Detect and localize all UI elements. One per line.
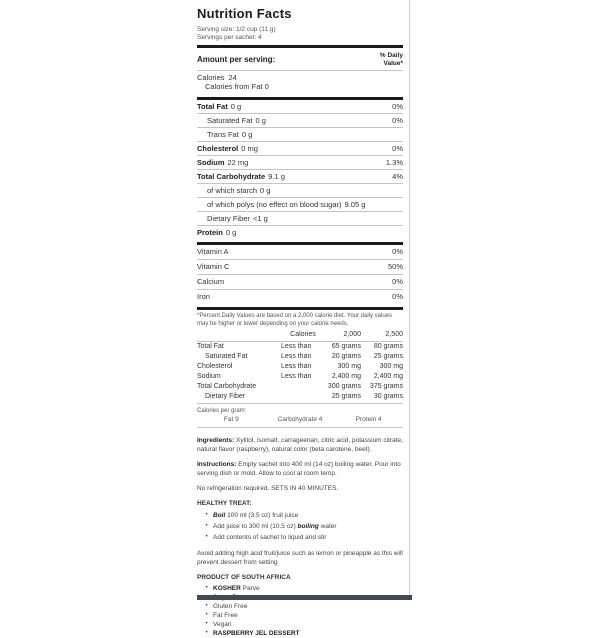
reference-table-header-cell: Calories (290, 331, 316, 338)
nutrient-row (197, 184, 403, 198)
reference-table-header-cell: 2,500 (385, 331, 403, 338)
vitamin-row (197, 260, 403, 275)
calories-block (197, 71, 403, 94)
reference-row-qualifier: Less than (281, 343, 312, 350)
vitamin-daily-value: 0% (392, 277, 403, 286)
vitamin-name: Calcium (197, 277, 225, 286)
product-feature-list (197, 584, 403, 638)
reference-table-header-blank (197, 331, 281, 339)
nutrient-name: Protein (197, 227, 223, 237)
vitamin-rows (197, 245, 403, 304)
reference-row-2000: 65 grams (331, 343, 361, 350)
bullet-text (213, 584, 260, 593)
calories-label: Calories (197, 73, 225, 82)
bullet-icon: • (205, 534, 208, 540)
nutrient-daily-value: 1.3% (385, 157, 403, 167)
content-right-border (409, 0, 410, 600)
bullet-text (213, 510, 298, 521)
label-title: Nutrition Facts (197, 6, 292, 21)
reference-row-2500: 300 mg (379, 363, 403, 370)
servings-per-sachet-text: Servings per sachet: 4 (197, 34, 262, 41)
nutrient-amount: 22 mg (227, 157, 249, 167)
reference-table-row (197, 352, 403, 362)
reference-row-2000: 25 grams (331, 393, 361, 400)
reference-row-2000: 300 mg (337, 363, 361, 370)
reference-row-qualifier: Less than (281, 353, 312, 360)
text-segment: Vegan (213, 621, 232, 628)
nutrient-name-amount (207, 215, 268, 223)
text-segment: boiling (297, 523, 319, 530)
calories-per-gram-label: Calories per gram: (197, 408, 247, 414)
text-segment: Instructions: (197, 461, 237, 468)
nutrient-daily-value: 0% (392, 115, 403, 125)
warning-text: Avoid adding high acid fruit/juice such as lemon or pineapple as this will prevent dessert from setting (197, 550, 403, 566)
amount-per-serving-label: Amount per serving: (197, 55, 276, 64)
nutrient-name-amount (207, 201, 365, 209)
text-segment: Parve (240, 585, 260, 592)
vitamin-daily-value: 0% (392, 247, 403, 256)
calories-per-gram-value: Carbohydrate 4 (277, 416, 323, 423)
reference-table-header (197, 330, 403, 342)
vitamin-daily-value: 0% (392, 292, 403, 301)
reference-row-name: Total Fat (197, 343, 224, 350)
bullet-item (197, 629, 403, 638)
ingredients-text (197, 436, 403, 454)
nutrient-row (197, 142, 403, 156)
vitamin-row (197, 245, 403, 260)
text-segment: Fat Free (213, 612, 238, 619)
nutrient-amount: 0 g (260, 185, 271, 195)
nutrient-amount: 0 g (225, 227, 237, 237)
bullet-text (213, 602, 247, 611)
nutrient-name: of which starch (207, 185, 258, 195)
calories-value: 24 (228, 73, 237, 82)
calories-per-gram-value: Protein 4 (355, 416, 382, 423)
nutrient-daily-value: 0% (392, 101, 403, 111)
setting-note: No refrigeration required. SETS IN 40 MINUTES. (197, 485, 339, 492)
reference-table-row (197, 382, 403, 392)
nutrient-row (197, 114, 403, 128)
daily-value-header: % Daily Value* (379, 52, 403, 67)
nutrient-row (197, 170, 403, 184)
bullet-text (213, 629, 300, 638)
bullet-text (213, 611, 238, 620)
bullet-icon: • (205, 603, 208, 609)
vitamin-row (197, 290, 403, 304)
serving-size-text: Serving size: 1/2 cup (11 g) (197, 26, 276, 33)
reference-row-2000: 2,400 mg (331, 373, 361, 380)
nutrient-name: of which polys (no effect on blood sugar) (207, 199, 342, 209)
text-segment: Ingredients: (197, 437, 235, 444)
bullet-item (197, 602, 403, 611)
nutrient-name-amount (207, 187, 270, 195)
nutrient-name: Sodium (197, 157, 225, 167)
nutrient-row (197, 128, 403, 142)
nutrient-amount: <1 g (252, 213, 268, 223)
bullet-icon: • (205, 585, 208, 591)
reference-table-row (197, 342, 403, 352)
bullet-icon: • (205, 512, 208, 518)
bullet-item (197, 510, 403, 521)
nutrient-rows (197, 100, 403, 239)
reference-row-qualifier: Less than (281, 373, 312, 380)
nutrient-name-amount (197, 145, 258, 153)
nutrient-name: Total Fat (197, 101, 228, 111)
reference-row-name: Cholesterol (197, 363, 233, 370)
nutrient-amount: 9.1 g (268, 171, 285, 181)
origin-heading: PRODUCT OF SOUTH AFRICA (197, 574, 291, 581)
reference-row-2000: 300 grams (327, 383, 361, 390)
vitamin-daily-value: 50% (387, 262, 403, 271)
nutrient-row (197, 198, 403, 212)
text-segment: Boil (213, 512, 226, 519)
bottom-section-bar (197, 595, 412, 600)
nutrient-amount: 0 g (230, 101, 242, 111)
bullet-text (213, 532, 326, 543)
bullet-item (197, 584, 403, 593)
calories-per-gram-value: Fat 9 (223, 416, 239, 423)
nutrient-name-amount (197, 159, 248, 167)
nutrient-row (197, 100, 403, 114)
nutrient-name: Total Carbohydrate (197, 171, 266, 181)
reference-row-qualifier: Less than (281, 363, 312, 370)
reference-table-header-cell: 2,000 (343, 331, 361, 338)
instructions-text (197, 460, 403, 478)
text-segment: RASPBERRY JEL DESSERT (213, 630, 300, 637)
reference-row-name: Dietary Fiber (205, 393, 246, 400)
nutrient-name-amount (207, 117, 266, 125)
nutrient-amount: 9.05 g (344, 199, 366, 209)
vitamin-name: Vitamin C (197, 262, 230, 271)
healthy-treat-list (197, 510, 403, 543)
healthy-treat-heading: HEALTHY TREAT: (197, 500, 252, 507)
reference-row-2500: 375 grams (369, 383, 403, 390)
reference-row-name: Sodium (197, 373, 221, 380)
bullet-item (197, 611, 403, 620)
text-segment: Add juice to 300 ml (10.5 oz) (213, 523, 298, 530)
reference-row-qualifier (281, 383, 325, 391)
text-segment: Gluten Free (213, 603, 248, 610)
nutrient-name: Trans Fat (207, 129, 239, 139)
nutrient-name: Cholesterol (197, 143, 239, 153)
reference-table (197, 330, 403, 403)
amount-header-row (197, 48, 403, 70)
text-segment: Add contents of sachet to liquid and stir (213, 534, 327, 541)
text-segment: KOSHER (213, 585, 241, 592)
vitamin-name: Vitamin A (197, 247, 229, 256)
nutrient-row (197, 212, 403, 226)
daily-value-footnote: *Percent Daily Values are based on a 2,000 calorie diet. Your daily values may be higher or lower depending on your calorie needs. (197, 313, 393, 327)
calories-per-gram-row (197, 414, 403, 428)
nutrient-amount: 0 g (255, 115, 266, 125)
bullet-icon: • (205, 523, 208, 529)
reference-row-2500: 2,400 mg (373, 373, 403, 380)
bullet-text (213, 620, 231, 629)
nutrient-name-amount (207, 131, 252, 139)
bullet-icon: • (205, 612, 208, 618)
nutrient-amount: 0 mg (241, 143, 258, 153)
reference-row-2500: 30 grams (373, 393, 403, 400)
reference-table-row (197, 362, 403, 372)
bullet-icon: • (205, 630, 208, 636)
calories-row (197, 73, 403, 82)
nutrient-name-amount (197, 229, 236, 237)
reference-row-2500: 25 grams (373, 353, 403, 360)
reference-row-2000: 20 grams (331, 353, 361, 360)
nutrient-row (197, 156, 403, 170)
nutrient-row (197, 226, 403, 239)
nutrient-name: Dietary Fiber (207, 213, 250, 223)
vitamin-name: Iron (197, 292, 210, 301)
text-segment: Xylitol, isomalt, carrageenan, citric acid, potassium citrate, natural flavor (raspberry), natural color (beta carotene, beet). (197, 437, 403, 453)
nutrient-name-amount (197, 103, 241, 111)
text-segment: 100 ml (3.5 oz) fruit juice (225, 512, 299, 519)
bullet-item (197, 532, 403, 543)
nutrient-name-amount (197, 173, 285, 181)
nutrient-amount: 0 g (241, 129, 253, 139)
reference-table-row (197, 392, 403, 402)
reference-table-row (197, 372, 403, 382)
bullet-icon: • (205, 621, 208, 627)
nutrient-daily-value: 4% (392, 171, 403, 181)
bullet-item (197, 521, 403, 532)
vitamin-row (197, 275, 403, 290)
bullet-item (197, 620, 403, 629)
bullet-text (213, 521, 337, 532)
nutrient-name: Saturated Fat (207, 115, 253, 125)
text-segment: Empty sachet into 400 ml (14 oz) boiling water. Pour into serving dish or mold. Allow to cool at room temp. (197, 461, 401, 477)
calories-from-fat-row: Calories from Fat 0 (205, 82, 269, 91)
text-segment: water (318, 523, 337, 530)
reference-row-2500: 80 grams (373, 343, 403, 350)
reference-row-qualifier (281, 393, 325, 401)
nutrient-daily-value: 0% (392, 143, 403, 153)
nutrition-label (197, 6, 403, 638)
reference-row-name: Saturated Fat (205, 353, 248, 360)
reference-row-name: Total Carbohydrate (197, 383, 257, 390)
